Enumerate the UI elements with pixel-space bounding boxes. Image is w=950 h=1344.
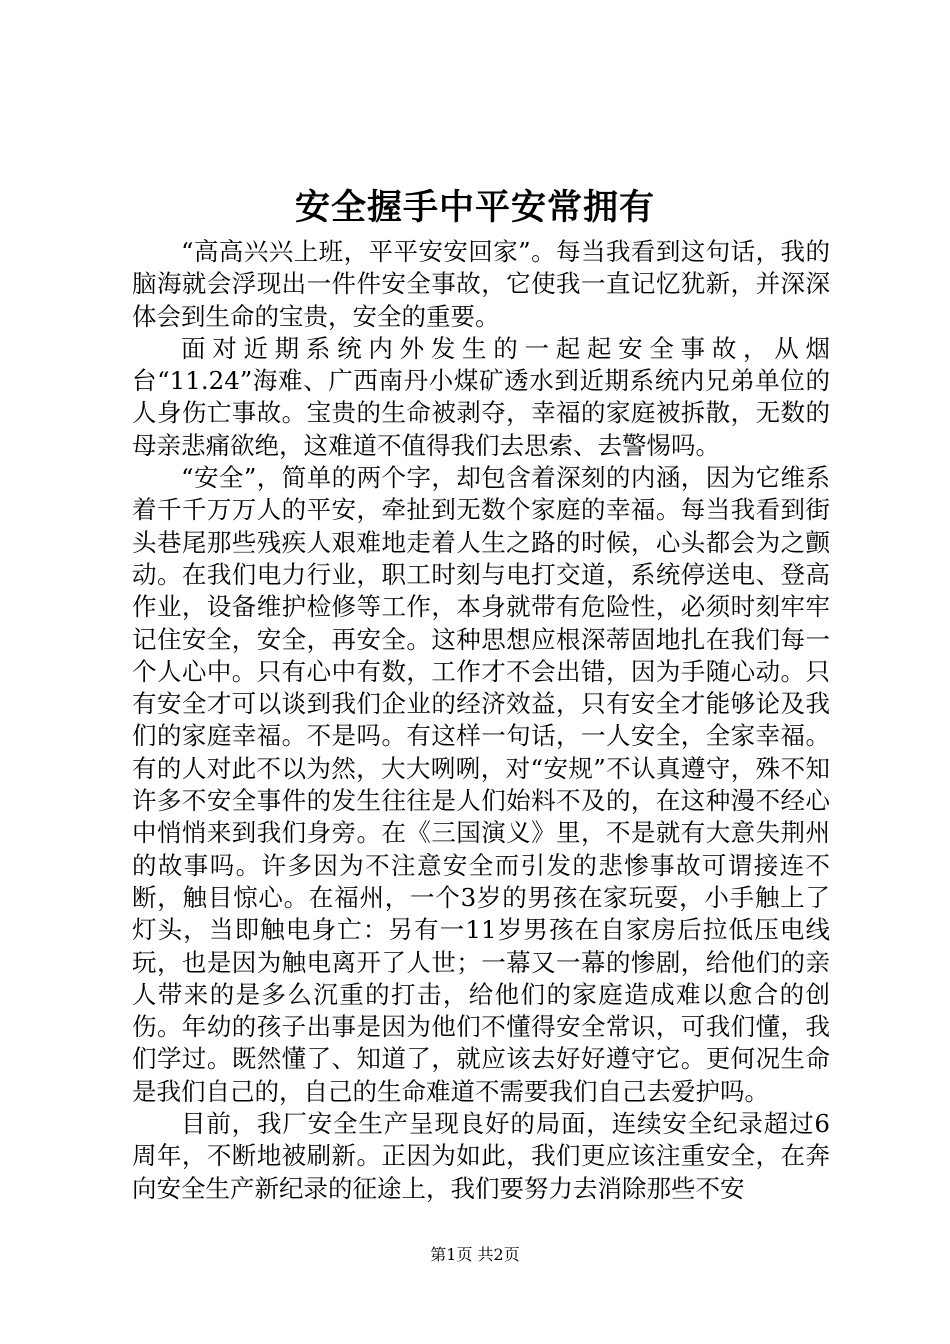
document-title: 安全握手中平安常拥有 [294, 187, 655, 228]
paragraph-4: 目前，我厂安全生产呈现良好的局面，连续安全纪录超过6周年，不断地被刷新。正因为如此，我们更应该注重安全，在奔向安全生产新纪录的征途上，我们要努力去消除那些不安 [132, 1109, 830, 1203]
paragraph-1: “高高兴兴上班，平平安安回家”。每当我看到这句话，我的脑海就会浮现出一件件安全事故，它使我一直记忆犹新，并深深体会到生命的宝贵，安全的重要。 [132, 237, 830, 331]
paragraph-2: 面对近期系统内外发生的一起起安全事故，从烟台“11.24”海难、广西南丹小煤矿透水到近期系统内兄弟单位的人身伤亡事故。宝贵的生命被剥夺，幸福的家庭被拆散，无数的母亲悲痛欲绝，这难道不值得我们去思索、去警惕吗。 [132, 333, 830, 460]
document-body [132, 236, 830, 1205]
paragraph-3: “安全”，简单的两个字，却包含着深刻的内涵，因为它维系着千千万万人的平安，牵扯到无数个家庭的幸福。每当我看到街头巷尾那些残疾人艰难地走着人生之路的时候，心头都会为之颤动。在我们电力行业，职工时刻与电打交道，系统停送电、登高作业，设备维护检修等工作，本身就带有危险性，必须时刻牢牢记住安全，安全，再安全。这种思想应根深蒂固地扎在我们每一个人心中。只有心中有数，工作才不会出错，因为手随心动。只有安全才可以谈到我们企业的经济效益，只有安全才能够论及我们的家庭幸福。不是吗。有这样一句话，一人安全，全家幸福。有的人对此不以为然，大大咧咧，对“安规”不认真遵守，殊不知许多不安全事件的发生往往是人们始料不及的，在这种漫不经心中悄悄来到我们身旁。在《三国演义》里，不是就有大意失荆州的故事吗。许多因为不注意安全而引发的悲惨事故可谓接连不断，触目惊心。在福州，一个3岁的男孩在家玩耍，小手触上了灯头，当即触电身亡：另有一11岁男孩在自家房后拉低压电线玩，也是因为触电离开了人世；一幕又一幕的惨剧，给他们的亲人带来的是多么沉重的打击，给他们的家庭造成难以愈合的创伤。年幼的孩子出事是因为他们不懂得安全常识，可我们懂，我们学过。既然懂了、知道了，就应该去好好遵守它。更何况生命是我们自己的，自己的生命难道不需要我们自己去爱护吗。 [132, 463, 830, 1106]
page-number-footer: 第1页 共2页 [430, 1245, 520, 1264]
